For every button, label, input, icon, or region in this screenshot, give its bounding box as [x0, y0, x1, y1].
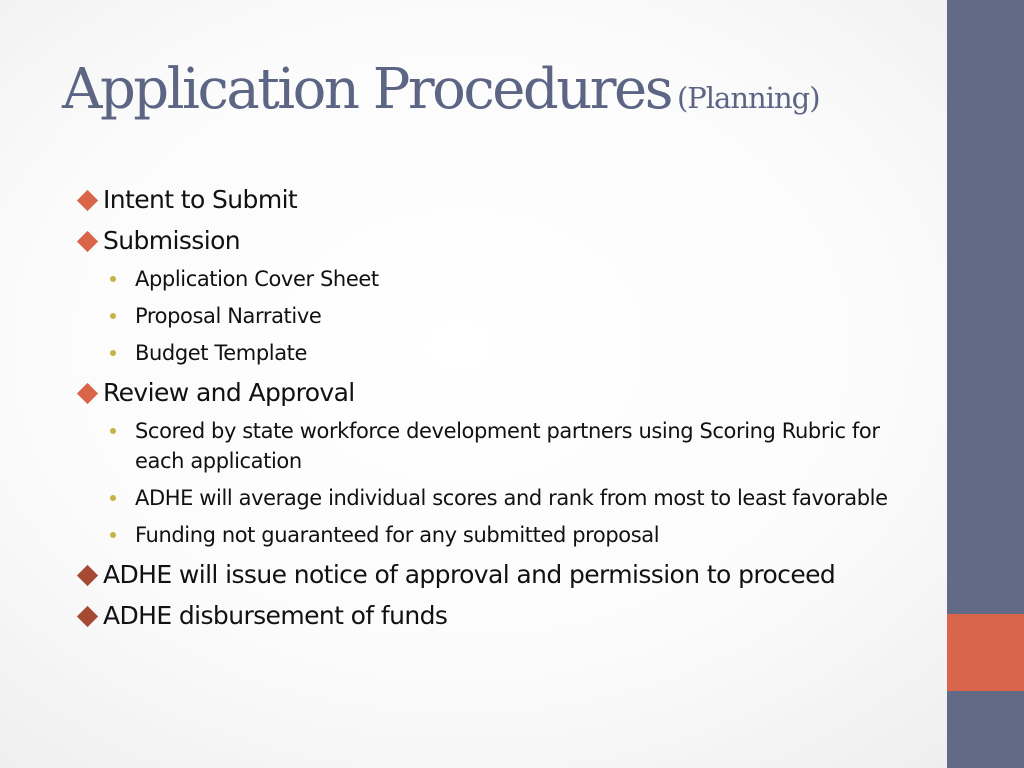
- sidebar-accent-block: [947, 614, 1024, 691]
- bullet-notice-of-approval: [76, 557, 936, 593]
- diamond-bullet-icon: [77, 383, 98, 404]
- dot-bullet-icon: [110, 428, 116, 434]
- sub-bullet-budget-template: [108, 338, 936, 368]
- diamond-bullet-icon: [77, 190, 98, 211]
- bullet-text: Intent to Submit: [103, 185, 298, 214]
- sub-bullet-average-scores: [108, 483, 936, 513]
- sub-bullet-text: Funding not guaranteed for any submitted proposal: [135, 523, 660, 547]
- diamond-bullet-icon: [77, 606, 98, 627]
- bullet-text: Submission: [103, 226, 241, 255]
- sub-bullet-cover-sheet: [108, 264, 936, 294]
- slide-title: [62, 57, 820, 122]
- slide-subtitle: (Planning): [676, 81, 820, 115]
- diamond-bullet-icon: [77, 565, 98, 586]
- sub-bullet-text: Scored by state workforce development partners using Scoring Rubric for each application: [135, 419, 880, 473]
- bullet-review-and-approval: [76, 375, 936, 411]
- dot-bullet-icon: [110, 276, 116, 282]
- bullet-text: Review and Approval: [103, 378, 355, 407]
- sub-bullet-text: Budget Template: [135, 341, 308, 365]
- bullet-text: ADHE disbursement of funds: [103, 601, 448, 630]
- sub-bullet-text: ADHE will average individual scores and rank from most to least favorable: [135, 486, 888, 510]
- dot-bullet-icon: [110, 313, 116, 319]
- slide-title-text: Application Procedures: [62, 57, 671, 122]
- dot-bullet-icon: [110, 532, 116, 538]
- sub-bullet-proposal-narrative: [108, 301, 936, 331]
- sub-bullet-scored: [108, 416, 936, 476]
- bullet-intent-to-submit: [76, 182, 936, 218]
- bullet-disbursement: [76, 598, 936, 634]
- bullet-submission: [76, 223, 936, 259]
- dot-bullet-icon: [110, 495, 116, 501]
- diamond-bullet-icon: [77, 231, 98, 252]
- sub-bullet-text: Proposal Narrative: [135, 304, 322, 328]
- dot-bullet-icon: [110, 350, 116, 356]
- bullet-text: ADHE will issue notice of approval and permission to proceed: [103, 560, 836, 589]
- sub-bullet-funding-not-guaranteed: [108, 520, 936, 550]
- slide-body: [76, 182, 936, 639]
- sub-bullet-text: Application Cover Sheet: [135, 267, 379, 291]
